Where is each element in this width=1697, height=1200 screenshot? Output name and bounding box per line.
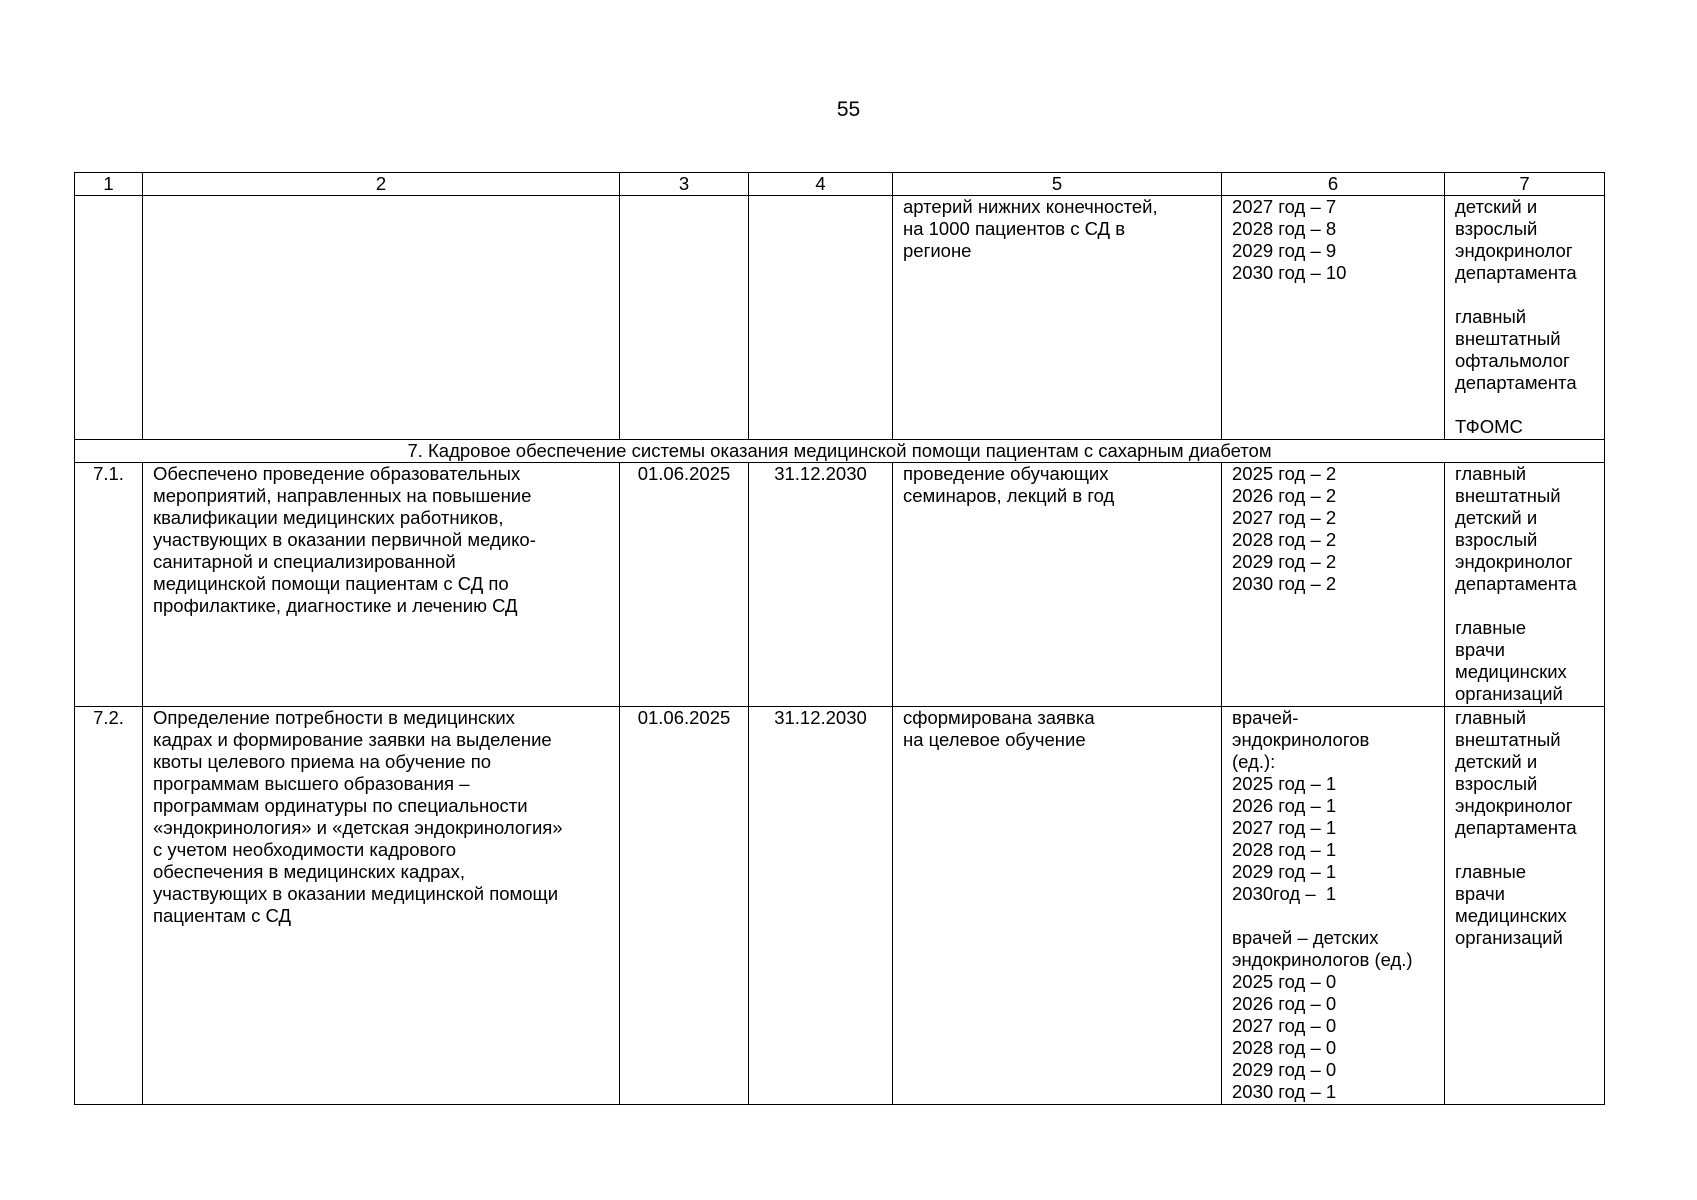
text-line: 2027 год – 7 [1232, 196, 1337, 217]
text-line: детский и [1455, 751, 1538, 772]
cell-description [143, 463, 620, 707]
header-col-1: 1 [75, 173, 143, 196]
cell-targets [1222, 196, 1445, 440]
text-line: детский и [1455, 196, 1538, 217]
text-line: с учетом необходимости кадрового [153, 839, 457, 860]
table-row-7-1 [75, 463, 1605, 707]
cell-responsible [1445, 196, 1605, 440]
table-row-continued [75, 196, 1605, 440]
text-line: взрослый [1455, 773, 1538, 794]
cell-description [143, 707, 620, 1105]
text-line: проведение обучающих [903, 463, 1109, 484]
text-line: 2030 год – 10 [1232, 262, 1347, 283]
text-line: 2025 год – 2 [1232, 463, 1337, 484]
header-col-5: 5 [893, 173, 1222, 196]
text-line: взрослый [1455, 218, 1538, 239]
text-line: ТФОМС [1455, 416, 1523, 437]
cell-responsible [1445, 463, 1605, 707]
cell-end [749, 196, 893, 440]
text-line: пациентам с СД [153, 905, 292, 926]
text-line: взрослый [1455, 529, 1538, 550]
text-line: Обеспечено проведение образовательных [153, 463, 521, 484]
text-line: главный [1455, 306, 1527, 327]
text-line: департамента [1455, 817, 1577, 838]
text-line [1455, 394, 1594, 416]
text-line: 2029 год – 9 [1232, 240, 1337, 261]
text-line: 2028 год – 0 [1232, 1037, 1337, 1058]
cell-start [620, 196, 749, 440]
text-line: кадрах и формирование заявки на выделение [153, 729, 552, 750]
section-title: 7. Кадровое обеспечение системы оказания медицинской помощи пациентам с сахарным диабетом [75, 440, 1605, 463]
header-col-6: 6 [1222, 173, 1445, 196]
text-line: 2027 год – 0 [1232, 1015, 1337, 1036]
text-line: артерий нижних конечностей, [903, 196, 1158, 217]
section-row [75, 440, 1605, 463]
text-line: 2028 год – 2 [1232, 529, 1337, 550]
text-line [1232, 905, 1434, 927]
cell-end: 31.12.2030 [749, 463, 893, 707]
text-line: мероприятий, направленных на повышение [153, 485, 532, 506]
text-line: санитарной и специализированной [153, 551, 456, 572]
header-col-2: 2 [143, 173, 620, 196]
text-line: профилактике, диагностике и лечению СД [153, 595, 518, 616]
text-line: эндокринолог [1455, 240, 1573, 261]
header-col-3: 3 [620, 173, 749, 196]
text-line: организаций [1455, 927, 1563, 948]
text-line: 2025 год – 1 [1232, 773, 1337, 794]
text-line: обеспечения в медицинских кадрах, [153, 861, 466, 882]
text-line: офтальмолог [1455, 350, 1570, 371]
text-line [1455, 595, 1594, 617]
cell-description [143, 196, 620, 440]
text-line: 2025 год – 0 [1232, 971, 1337, 992]
text-line: внештатный [1455, 485, 1561, 506]
text-line: организаций [1455, 683, 1563, 704]
text-line: эндокринолог [1455, 795, 1573, 816]
cell-indicator [893, 707, 1222, 1105]
text-line: программам ординатуры по специальности [153, 795, 528, 816]
text-line: внештатный [1455, 729, 1561, 750]
text-line: эндокринологов [1232, 729, 1370, 750]
header-col-7: 7 [1445, 173, 1605, 196]
cell-responsible [1445, 707, 1605, 1105]
cell-start: 01.06.2025 [620, 463, 749, 707]
text-line: «эндокринология» и «детская эндокринология» [153, 817, 563, 838]
text-line: на 1000 пациентов с СД в [903, 218, 1126, 239]
text-line: сформирована заявка [903, 707, 1095, 728]
text-line: 2029 год – 1 [1232, 861, 1337, 882]
text-line [1455, 284, 1594, 306]
text-line: медицинских [1455, 661, 1567, 682]
text-line: семинаров, лекций в год [903, 485, 1115, 506]
text-line: департамента [1455, 262, 1577, 283]
cell-end: 31.12.2030 [749, 707, 893, 1105]
header-row [75, 173, 1605, 196]
text-line: 2026 год – 1 [1232, 795, 1337, 816]
text-line: (ед.): [1232, 751, 1276, 772]
cell-indicator [893, 463, 1222, 707]
text-line: главные [1455, 617, 1527, 638]
text-line: врачей- [1232, 707, 1299, 728]
text-line: эндокринологов (ед.) [1232, 949, 1413, 970]
text-line: квоты целевого приема на обучение по [153, 751, 491, 772]
text-line: 2029 год – 2 [1232, 551, 1337, 572]
text-line: 2030 год – 1 [1232, 1081, 1337, 1102]
text-line: на целевое обучение [903, 729, 1086, 750]
text-line: 2027 год – 2 [1232, 507, 1337, 528]
text-line: 2026 год – 2 [1232, 485, 1337, 506]
text-line: участвующих в оказании медицинской помощи [153, 883, 559, 904]
text-line: главный [1455, 463, 1527, 484]
text-line: внештатный [1455, 328, 1561, 349]
page-number: 55 [836, 98, 861, 121]
text-line: медицинских [1455, 905, 1567, 926]
text-line: 2030 год – 2 [1232, 573, 1337, 594]
text-line: главный [1455, 707, 1527, 728]
text-line: 2028 год – 1 [1232, 839, 1337, 860]
table-row-7-2 [75, 707, 1605, 1105]
text-line: участвующих в оказании первичной медико- [153, 529, 536, 550]
text-line [1455, 839, 1594, 861]
cell-indicator [893, 196, 1222, 440]
measures-table [74, 172, 1605, 1105]
text-line: департамента [1455, 372, 1577, 393]
header-col-4: 4 [749, 173, 893, 196]
cell-start: 01.06.2025 [620, 707, 749, 1105]
text-line: 2026 год – 0 [1232, 993, 1337, 1014]
cell-num: 7.2. [75, 707, 143, 1105]
text-line: регионе [903, 240, 972, 261]
text-line: медицинской помощи пациентам с СД по [153, 573, 509, 594]
text-line: департамента [1455, 573, 1577, 594]
text-line: 2028 год – 8 [1232, 218, 1337, 239]
text-line: врачей – детских [1232, 927, 1379, 948]
cell-targets [1222, 463, 1445, 707]
text-line: детский и [1455, 507, 1538, 528]
text-line: 2029 год – 0 [1232, 1059, 1337, 1080]
text-line: врачи [1455, 883, 1505, 904]
text-line: главные [1455, 861, 1527, 882]
text-line: 2030год – 1 [1232, 883, 1337, 904]
text-line: 2027 год – 1 [1232, 817, 1337, 838]
text-line: Определение потребности в медицинских [153, 707, 515, 728]
cell-targets [1222, 707, 1445, 1105]
text-line: программам высшего образования – [153, 773, 470, 794]
text-line: эндокринолог [1455, 551, 1573, 572]
text-line: врачи [1455, 639, 1505, 660]
cell-num: 7.1. [75, 463, 143, 707]
cell-num [75, 196, 143, 440]
text-line: квалификации медицинских работников, [153, 507, 504, 528]
